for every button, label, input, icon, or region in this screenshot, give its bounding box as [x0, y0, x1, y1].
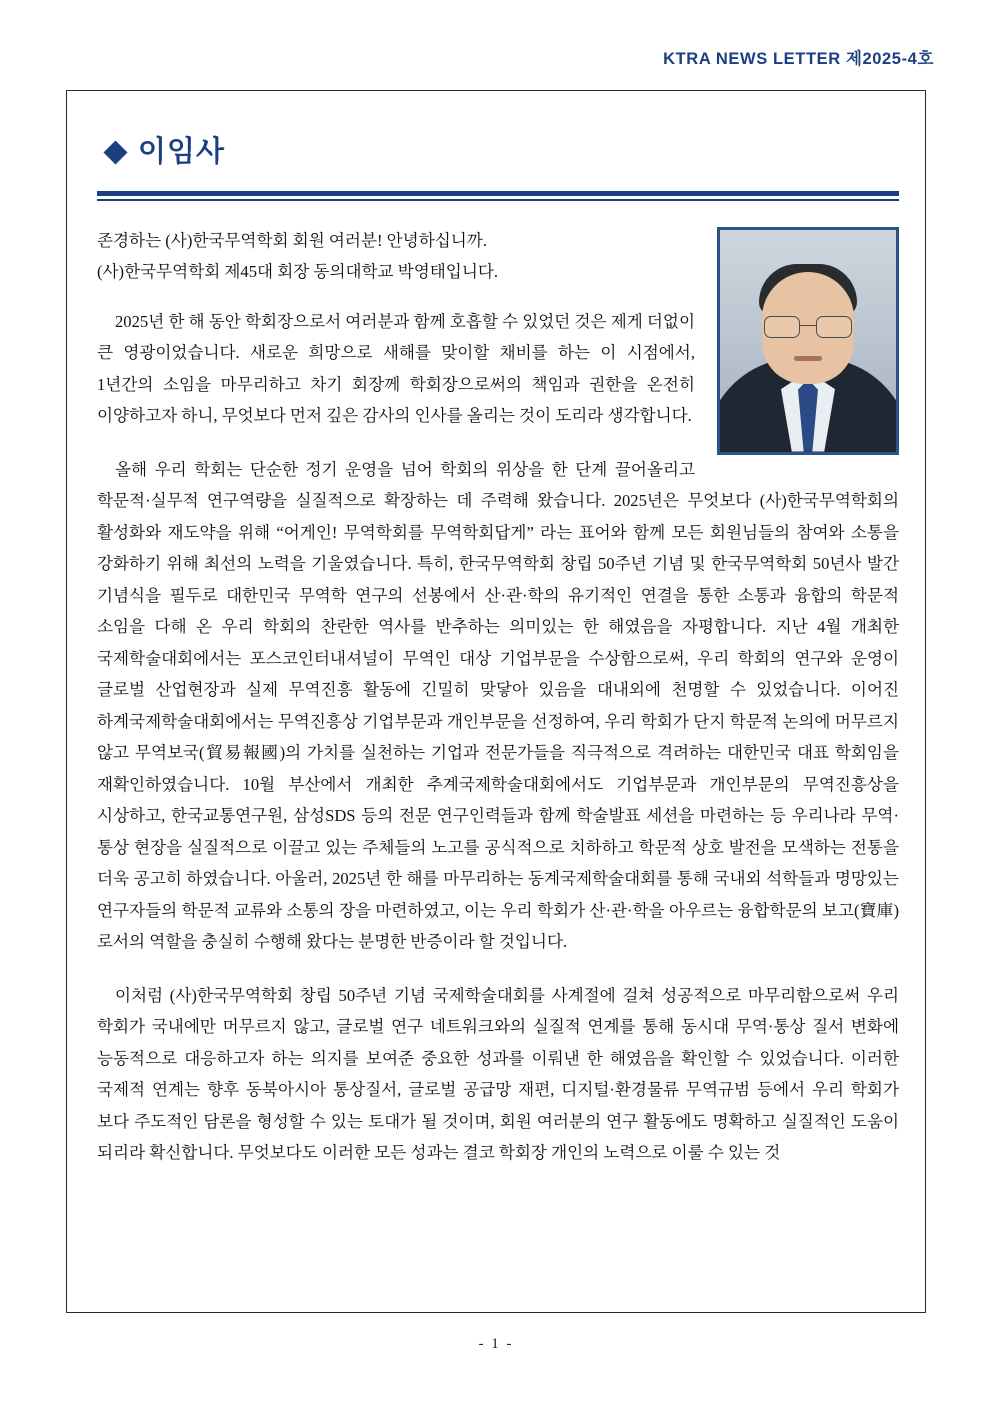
- photo-glasses-icon: [762, 316, 854, 338]
- page-title: 이임사: [138, 136, 226, 168]
- article-paragraph-1: 2025년 한 해 동안 학회장으로서 여러분과 함께 호흡할 수 있었던 것은 제게 더없이 큰 영광이었습니다. 새로운 희망으로 새해를 맞이할 채비를 하는 이 시점에서, 1년간의 소임을 마무리하고 차기 회장께 학회장으로써의 책임과 권한을 온전히 이양하고자 하니, 무엇보다 먼저 깊은 감사의 인사를 올리는 것이 도리라 생각합니다.: [97, 311, 695, 425]
- greeting-line-1: 존경하는 (사)한국무역학회 회원 여러분! 안녕하십니까.: [97, 230, 487, 250]
- photo-mouth: [794, 356, 822, 361]
- page-number: - 1 -: [478, 1336, 514, 1352]
- article-paragraph-2: 올해 우리 학회는 단순한 정기 운영을 넘어 학회의 위상을 한 단계 끌어올리고 학문적·실무적 연구역량을 실질적으로 확장하는 데 주력해 왔습니다. 2025년은 무엇보다 (사)한국무역학회의 활성화와 재도약을 위해 “어게인! 무역학회를 무역학회답게” 라는 표어와 함께 모든 회원님들의 참여와 소통을 강화하기 위해 최선의 노력을 기울였습니다. 특히, 한국무역학회 창립 50주년 기념 및 한국무역학회 50년사 발간 기념식을 필두로 대한민국 무역학 연구의 선봉에서 산·관·학의 유기적인 연결을 통한 소통과 융합의 학문적 소임을 다해 온 우리 학회의 찬란한 역사를 반추하는 의미있는 한 해였음을 자평합니다. 지난 4월 개최한 국제학술대회에서는 포스코인터내셔널이 무역인 대상 기업부문을 수상함으로써, 우리 학회의 연구와 운영이 글로벌 산업현장과 실제 무역진흥 활동에 긴밀히 맞닿아 있음을 대내외에 천명할 수 있었습니다. 이어진 하계국제학술대회에서는 무역진흥상 기업부문과 개인부문을 선정하여, 우리 학회가 단지 학문적 논의에 머무르지 않고 무역보국(貿易報國)의 가치를 실천하는 기업과 전문가들을 직극적으로 격려하는 대한민국 대표 학회임을 재확인하였습니다. 10월 부산에서 개최한 추계국제학술대회에서도 기업부문과 개인부문의 무역진흥상을 시상하고, 한국교통연구원, 삼성SDS 등의 전문 연구인력들과 함께 학술발표 세션을 마련하는 등 우리나라 무역·통상 현장을 실질적으로 이끌고 있는 주체들의 노고를 공식적으로 치하하고 학문적 상호 발전을 모색하는 전통을 더욱 공고히 하였습니다. 아울러, 2025년 한 해를 마무리하는 동계국제학술대회를 통해 국내외 석학들과 명망있는 연구자들의 학문적 교류와 소통의 장을 마련하였고, 이는 우리 학회가 산·관·학을 아우르는 융합학문의 보고(寶庫)로서의 역할을 충실히 수행해 왔다는 분명한 반증이라 할 것입니다.: [97, 459, 899, 951]
- page-content: [97, 110, 897, 1295]
- article-title-row: [107, 138, 897, 167]
- newsletter-header: KTRA NEWS LETTER 제2025-4호: [663, 50, 934, 68]
- title-divider: [97, 191, 899, 201]
- article-body: [97, 225, 899, 1169]
- portrait-photo: [717, 227, 899, 455]
- divider-thin-line: [97, 199, 899, 201]
- greeting-line-2: (사)한국무역학회 제45대 회장 동의대학교 박영태입니다.: [97, 262, 499, 281]
- diamond-icon: [103, 140, 127, 164]
- article-paragraph-3: 이처럼 (사)한국무역학회 창립 50주년 기념 국제학술대회를 사계절에 걸쳐 성공적으로 마무리함으로써 우리 학회가 국내에만 머무르지 않고, 글로벌 연구 네트워크와의 실질적 연계를 통해 동시대 무역·통상 질서 변화에 능동적으로 대응하고자 하는 의지를 보여준 중요한 성과를 이뤄낸 한 해였음을 확인할 수 있었습니다. 이러한 국제적 연계는 향후 동북아시아 통상질서, 글로벌 공급망 재편, 디지털·환경물류 무역규범 등에서 우리 학회가 보다 주도적인 담론을 형성할 수 있는 토대가 될 것이며, 회원 여러분의 연구 활동에도 명확하고 실질적인 도움이 되리라 확신합니다. 무엇보다도 이러한 모든 성과는 결코 학회장 개인의 노력으로 이룰 수 있는 것: [97, 985, 899, 1162]
